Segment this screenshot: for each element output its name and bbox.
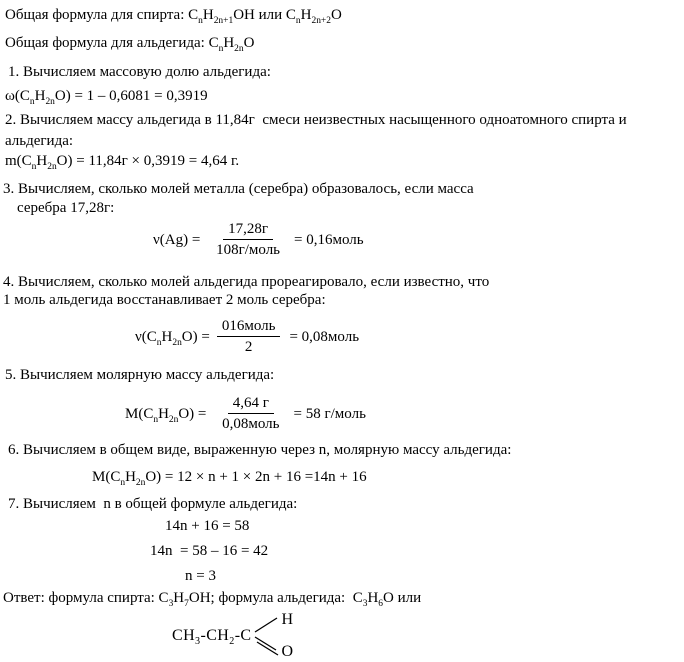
- step5-equation-lhs: $M(C_nH_{2n}O)$ =: [125, 405, 211, 425]
- step4-fraction: [217, 318, 281, 356]
- structural-formula-chain: $CH_3-CH_2-C$: [172, 627, 252, 648]
- step5-heading: 5. Вычисляем молярную массу альдегида:: [5, 367, 275, 383]
- step4-equation-rhs: = 0,08моль: [289, 328, 360, 345]
- step7-heading: 7. Вычисляем n в общей формуле альдегида:: [8, 496, 298, 512]
- step3-fraction-numerator: 17,28г: [223, 221, 273, 240]
- general-formula-alcohol-line: Общая формула для спирта: $C_nH_{2n+1}OH$ или $C_nH_{2n+2}O$: [5, 7, 342, 26]
- step3-heading-line1: 3. Вычисляем, сколько молей металла (серебра) образовалось, если масса: [3, 181, 474, 197]
- step5-fraction-numerator: 4,64 г: [228, 395, 274, 414]
- step3-fraction: [211, 221, 285, 259]
- oxygen-atom-label: O: [281, 643, 294, 660]
- step5-fraction: [217, 395, 284, 433]
- step7-equation-3: n = 3: [185, 568, 216, 584]
- step1-heading: 1. Вычисляем массовую долю альдегида:: [8, 64, 271, 80]
- step3-heading-line2: серебра 17,28г:: [17, 200, 115, 216]
- step6-formula: $M(C_nH_{2n}O) = 12 \times n + 1 \times 2n + 16 =14n + 16$: [92, 469, 367, 488]
- step7-equation-2: 14n = 58 – 16 = 42: [150, 543, 269, 559]
- structural-formula-atoms: [282, 611, 294, 661]
- hydrogen-atom-label: H: [281, 611, 294, 628]
- general-formula-aldehyde-line: Общая формула для альдегида: $C_nH_{2n}O$: [5, 35, 255, 54]
- step7-equation-1: 14n + 16 = 58: [165, 518, 250, 534]
- step2-formula: $m(C_nH_{2n}O) = 11,84г \times 0,3919 = 4,64$ г.: [5, 153, 240, 172]
- step3-equation-lhs: ν(Ag) =: [153, 231, 205, 248]
- step4-fraction-equation: [135, 317, 359, 357]
- step3-fraction-denominator: 108г/моль: [216, 242, 281, 258]
- step4-equation-lhs: $\nu(C_nH_{2n}O)$ =: [135, 328, 210, 348]
- step1-formula: $\omega(C_nH_{2n}O) = 1 - 0,6081 = 0,3919$: [5, 88, 208, 107]
- step6-heading: 6. Вычисляем в общем виде, выраженную через n, молярную массу альдегида:: [8, 442, 512, 458]
- step2-heading-line1: 2. Вычисляем массу альдегида в 11,84г смеси неизвестных насыщенного одноатомного спирта и: [5, 112, 627, 128]
- step3-equation-rhs: = 0,16моль: [294, 231, 364, 248]
- step4-heading-line1: 4. Вычисляем, сколько молей альдегида прореагировало, если известно, что: [3, 274, 490, 290]
- step5-fraction-equation: [125, 394, 366, 434]
- step4-fraction-denominator: 2: [244, 339, 253, 355]
- step5-equation-rhs: = 58 г/моль: [293, 405, 366, 422]
- aldehyde-structural-formula: [172, 611, 293, 661]
- step2-heading-line2: альдегида:: [5, 133, 74, 149]
- step4-heading-line2: 1 моль альдегида восстанавливает 2 моль серебра:: [3, 292, 326, 308]
- answer-line: Ответ: формула спирта: $C_3H_7OH$; формула альдегида: $C_3H_6O$ или: [3, 590, 422, 609]
- aldehyde-bond-lines-icon: [254, 611, 280, 661]
- step5-fraction-denominator: 0,08моль: [222, 416, 280, 432]
- step3-fraction-equation: [153, 220, 364, 260]
- step4-fraction-numerator: 016моль: [217, 318, 281, 337]
